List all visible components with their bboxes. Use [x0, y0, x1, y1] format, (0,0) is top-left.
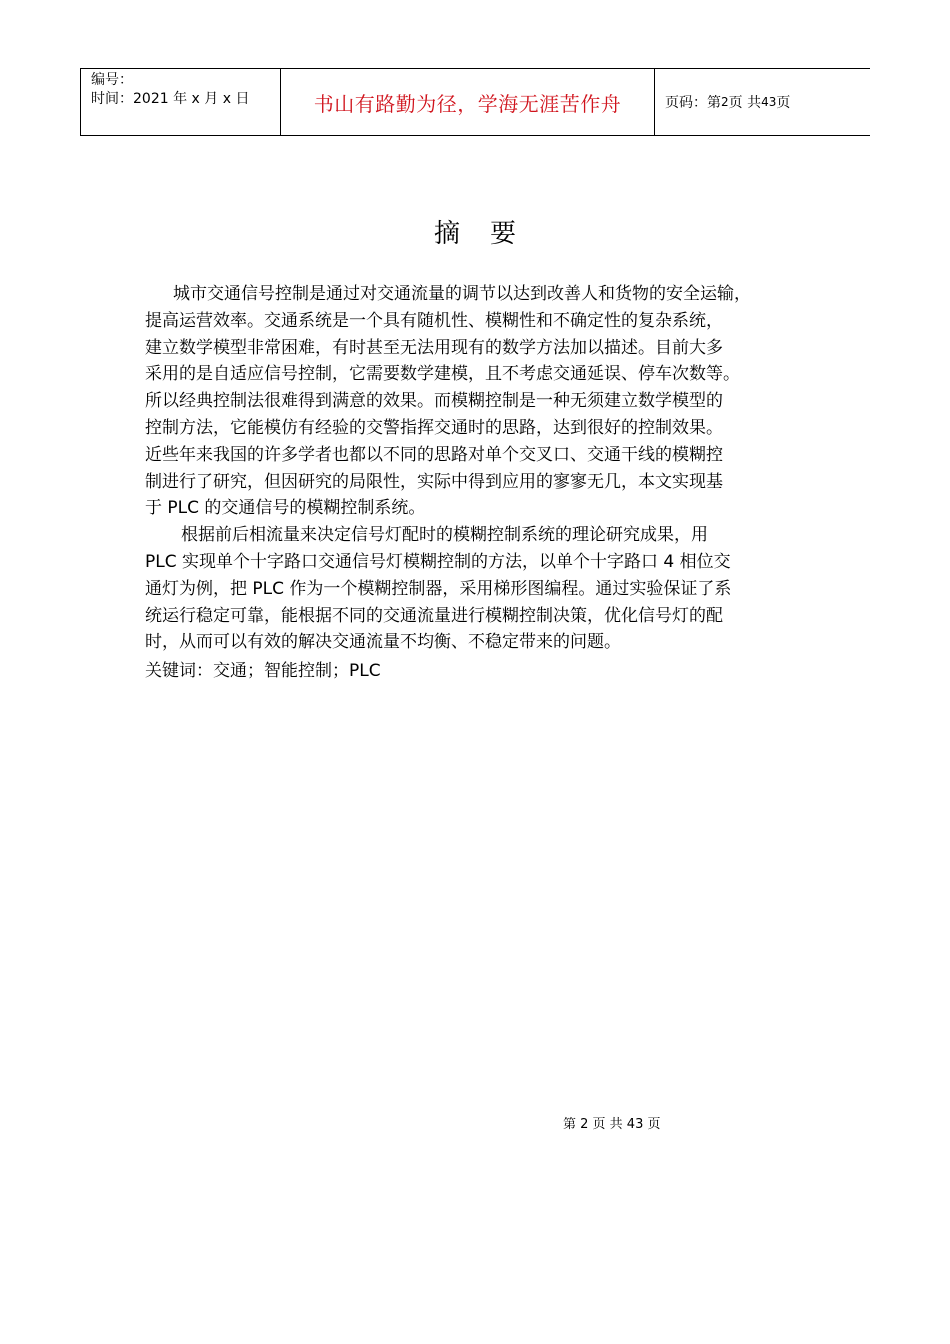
- paragraph-1: [145, 281, 835, 522]
- motto-text: 书山有路勤为径，学海无涯苦作舟: [313, 91, 622, 116]
- abstract-body: [145, 281, 835, 656]
- text-line: 统运行稳定可靠，能根据不同的交通流量进行模糊控制决策，优化信号灯的配: [145, 605, 723, 626]
- text-line: 所以经典控制法很难得到满意的效果。而模糊控制是一种无须建立数学模型的: [145, 391, 723, 412]
- page-prefix: 页码：第: [665, 95, 721, 111]
- page-footer: 第 2 页 共 43 页: [563, 1117, 661, 1132]
- page-number-cell: [655, 69, 870, 135]
- serial-label: 编号：: [91, 72, 133, 88]
- text-line: 制进行了研究，但因研究的局限性，实际中得到应用的寥寥无几，本文实现基: [145, 471, 723, 492]
- text-line: 通灯为例，把 PLC 作为一个模糊控制器，采用梯形图编程。通过实验保证了系: [145, 578, 732, 599]
- paragraph-2: [145, 522, 835, 656]
- page-total: 43: [761, 95, 777, 109]
- date-label: 时间：2021 年 x 月 x 日: [91, 91, 250, 107]
- text-line: 近些年来我国的许多学者也都以不同的思路对单个交叉口、交通干线的模糊控: [145, 444, 723, 465]
- text-line: PLC 实现单个十字路口交通信号灯模糊控制的方法，以单个十字路口 4 相位交: [145, 551, 731, 572]
- text-line: 于 PLC 的交通信号的模糊控制系统。: [145, 498, 426, 519]
- text-line: 时，从而可以有效的解决交通流量不均衡、不稳定带来的问题。: [145, 632, 621, 653]
- text-line: 采用的是自适应信号控制，它需要数学建模，且不考虑交通延误、停车次数等。: [145, 364, 740, 385]
- header-info-cell: [80, 69, 281, 135]
- page-current: 2: [721, 95, 729, 109]
- page-suffix: 页: [776, 95, 791, 111]
- page-mid: 页 共: [728, 95, 762, 111]
- text-line: 控制方法，它能模仿有经验的交警指挥交通时的思路，达到很好的控制效果。: [145, 417, 723, 438]
- text-line: 提高运营效率。交通系统是一个具有随机性、模糊性和不确定性的复杂系统，: [145, 310, 723, 331]
- page-title: 摘要: [433, 219, 546, 249]
- header-table: [80, 68, 870, 136]
- text-line: 根据前后相流量来决定信号灯配时的模糊控制系统的理论研究成果，用: [181, 525, 708, 546]
- text-line: 建立数学模型非常困难，有时甚至无法用现有的数学方法加以描述。目前大多: [145, 337, 723, 358]
- keywords: 关键词：交通；智能控制；PLC: [145, 661, 381, 681]
- text-line: 城市交通信号控制是通过对交通流量的调节以达到改善人和货物的安全运输，: [173, 284, 751, 304]
- motto-cell: [281, 69, 655, 135]
